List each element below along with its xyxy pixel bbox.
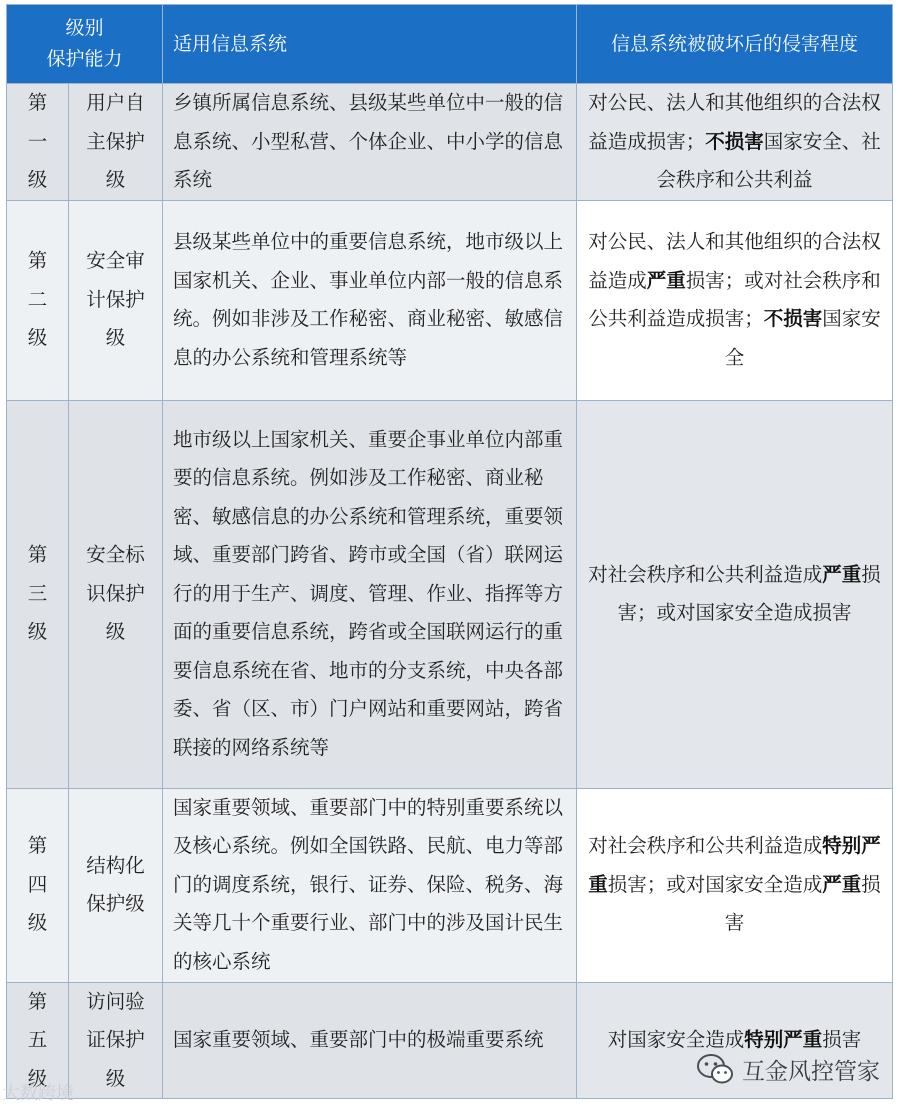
capability-line: 保护级 <box>86 892 145 915</box>
applicable-systems-cell: 乡镇所属信息系统、县级某些单位中一般的信息系统、小型私营、个体企业、中小学的信息系统 <box>163 84 577 201</box>
capability-line: 级 <box>105 1066 126 1090</box>
harm-emphasis: 严重 <box>646 268 686 292</box>
applicable-systems-cell: 国家重要领域、重要部门中的特别重要系统以及核心系统。例如全国铁路、民航、电力等部门的调度系统，银行、证券、保险、税务、海关等几十个重要行业、部门中的涉及国计民生的核心系统 <box>163 788 577 982</box>
table-row <box>7 400 893 788</box>
capability-line: 级 <box>105 326 126 350</box>
capability-line: 识保护 <box>86 581 145 605</box>
harm-text: 对社会秩序和公共利益造成 <box>588 562 823 586</box>
capability-line: 计保护 <box>86 287 145 311</box>
table-row <box>7 788 893 982</box>
level-char: 第 <box>27 543 48 567</box>
harm-text: 损害；或对国家安全造成 <box>607 872 823 896</box>
level-char: 一 <box>27 129 48 153</box>
capability-line: 主保护 <box>86 129 145 153</box>
level-char: 第 <box>27 91 48 114</box>
harm-emphasis: 特别严重 <box>588 834 881 896</box>
capability-cell <box>69 788 163 982</box>
harm-emphasis: 严重 <box>822 872 862 896</box>
level-char: 二 <box>27 287 48 311</box>
harm-degree-cell <box>577 400 893 788</box>
harm-text: 国家安全、社会秩序和公共利益 <box>656 129 881 191</box>
capability-line: 证保护 <box>86 1028 145 1051</box>
harm-emphasis: 特别严重 <box>744 1028 823 1051</box>
header-applicable-systems: 适用信息系统 <box>163 5 577 84</box>
capability-line: 访问验 <box>86 989 145 1013</box>
capability-line: 结构化 <box>86 853 145 877</box>
level-char: 三 <box>27 581 48 605</box>
harm-text: 对公民、法人和其他组织的合法权益造成损害； <box>588 91 881 153</box>
watermark-right-text: 互金风控管家 <box>742 1058 880 1085</box>
harm-text: 损害；或对国家安全造成损害 <box>617 562 881 624</box>
level-char: 级 <box>27 168 48 191</box>
harm-emphasis: 不损害 <box>705 129 764 153</box>
level-char: 第 <box>27 989 48 1013</box>
level-char: 第 <box>27 834 48 858</box>
level-char: 级 <box>27 620 48 644</box>
table-header-row <box>7 5 893 84</box>
level-char: 级 <box>27 1066 48 1090</box>
capability-line: 用户自 <box>86 91 145 114</box>
header-level-capability <box>7 5 163 84</box>
capability-line: 安全标 <box>86 543 145 567</box>
level-cell <box>7 400 69 788</box>
level-cell <box>7 84 69 201</box>
level-char: 第 <box>27 249 48 273</box>
wechat-icon <box>696 1052 734 1086</box>
harm-text: 对公民、法人和其他组织的合法权益造成 <box>588 230 881 292</box>
applicable-systems-cell: 县级某些单位中的重要信息系统，地市级以上国家机关、企业、事业单位内部一般的信息系统。例如非涉及工作秘密、商业秘密、敏感信息的办公系统和管理系统等 <box>163 200 577 400</box>
level-char: 五 <box>27 1028 48 1051</box>
harm-emphasis: 不损害 <box>763 307 823 330</box>
level-char: 四 <box>27 872 48 896</box>
harm-text: 损害 <box>724 872 881 935</box>
level-cell <box>7 788 69 982</box>
level-char: 级 <box>27 326 48 350</box>
security-level-table <box>6 4 893 1099</box>
harm-degree-cell <box>577 788 893 982</box>
capability-line: 安全审 <box>86 249 145 273</box>
capability-line: 级 <box>105 620 126 644</box>
harm-emphasis: 严重 <box>822 562 862 586</box>
capability-cell <box>69 400 163 788</box>
harm-text: 损害；或对社会秩序和公共利益造成损害； <box>588 268 881 330</box>
applicable-systems-cell: 国家重要领域、重要部门中的极端重要系统 <box>163 982 577 1099</box>
capability-cell <box>69 200 163 400</box>
applicable-systems-cell: 地市级以上国家机关、重要企事业单位内部重要的信息系统。例如涉及工作秘密、商业秘密、敏感信息的办公系统和管理系统，重要领域、重要部门跨省、跨市或全国（省）联网运行的用于生产、调度、管理、作业、指挥等方面的重要信息系统，跨省或全国联网运行的重要信息系统在省、地市的分支系统，中央各部委、省（区、市）门户网站和重要网站，跨省联接的网络系统等 <box>163 400 577 788</box>
harm-text: 损害 <box>822 1028 862 1051</box>
capability-line: 级 <box>105 168 126 191</box>
level-char: 级 <box>27 911 48 935</box>
watermark-right <box>696 1052 880 1086</box>
harm-degree-cell <box>577 84 893 201</box>
capability-cell <box>69 84 163 201</box>
watermark-left: 大数跨境 <box>2 1083 74 1104</box>
header-harm-degree: 信息系统被破坏后的侵害程度 <box>577 5 893 84</box>
table-row <box>7 200 893 400</box>
harm-text: 对国家安全造成 <box>607 1028 745 1051</box>
header-capability: 保护能力 <box>46 48 123 70</box>
header-level: 级别 <box>65 17 104 39</box>
capability-cell <box>69 982 163 1099</box>
harm-text: 对社会秩序和公共利益造成 <box>588 834 823 858</box>
table-row <box>7 84 893 201</box>
harm-text: 国家安全 <box>724 307 881 369</box>
harm-degree-cell <box>577 200 893 400</box>
level-cell <box>7 200 69 400</box>
